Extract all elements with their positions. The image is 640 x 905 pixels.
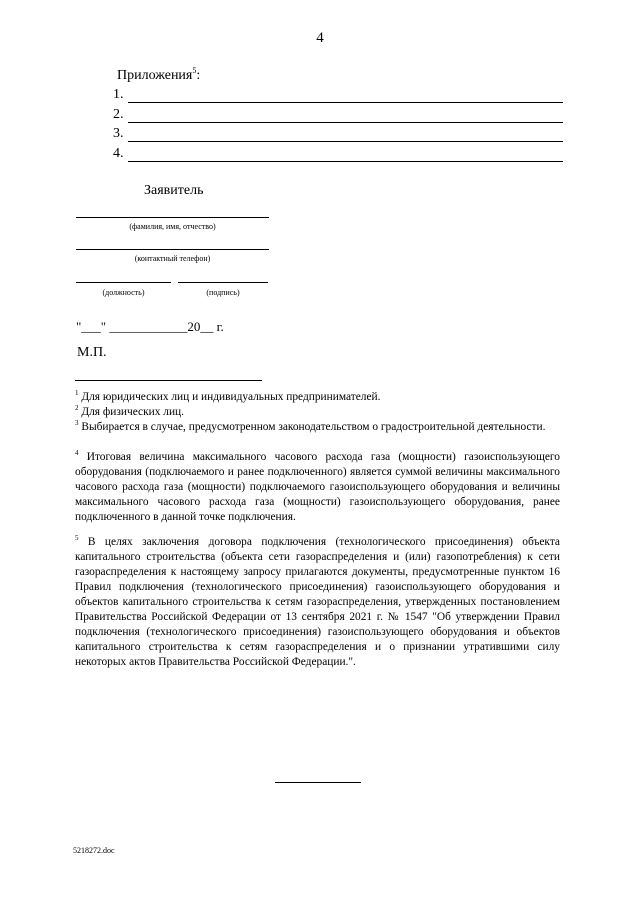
attachments-title-text: Приложения [117, 68, 193, 83]
attachment-number: 2. [113, 107, 124, 122]
attachment-number: 1. [113, 87, 124, 102]
footnote-number: 4 [75, 449, 79, 457]
attachments-title [117, 66, 200, 84]
document-filename: 5218272.doc [73, 846, 115, 855]
attachment-number: 3. [113, 126, 124, 141]
footnote-text: Для физических лиц. [78, 406, 184, 418]
attachments-footnote-ref: 5 [192, 66, 197, 75]
fio-blank-line [76, 217, 269, 218]
end-of-document-line [275, 782, 361, 783]
attachment-blank-line [128, 149, 563, 162]
footnote-text: В целях заключения договора подключения (технологического присоединения) объекта капитального строительства (объекта сети газораспределения и (или) газопотребления) к сети газораспределения к настоящему запросу прилагаются документы, предусмотренные пунктом 16 Правил подключения (технологического присоединения) газоиспользующего оборудования и объектов капитального строительства к сетям газораспределения, утвержденных постановлением Правительства Российской Федерации от 13 сентября 2021 г. № 1547 "Об утверждении Правил подключения (технологического присоединения) газоиспользующего оборудования и объектов капитального строительства к сетям газораспределения и о признании утратившими силу некоторых актов Правительства Российской Федерации.". [75, 536, 560, 668]
footnote-2 [75, 405, 560, 420]
applicant-title: Заявитель [144, 183, 204, 198]
footnote-1 [75, 390, 560, 405]
attachment-number: 4. [113, 146, 124, 161]
attachment-blank-line [128, 129, 563, 142]
signature-caption: (подпись) [206, 288, 240, 297]
attachment-row [113, 126, 563, 142]
footnote-number: 3 [75, 419, 79, 427]
attachment-row [113, 87, 563, 103]
attachment-row [113, 146, 563, 162]
footnote-text: Для юридических лиц и индивидуальных предпринимателей. [78, 391, 381, 403]
footnote-number: 2 [75, 404, 79, 412]
position-blank-line [76, 282, 171, 283]
footnote-5 [75, 535, 560, 670]
signature-blank-line [178, 282, 268, 283]
attachment-blank-line [128, 110, 563, 123]
attachment-blank-line [128, 90, 563, 103]
footnote-text: Выбирается в случае, предусмотренном законодательством о градостроительной деятельности. [78, 421, 546, 433]
date-line: "___" ____________20__ г. [76, 319, 224, 334]
position-caption: (должность) [102, 288, 145, 297]
footnote-number: 5 [75, 534, 79, 542]
attachments-title-colon: : [196, 68, 201, 83]
stamp-place: М.П. [77, 345, 107, 360]
footnote-4 [75, 450, 560, 525]
footnote-separator [75, 380, 262, 381]
phone-caption: (контактный телефон) [134, 254, 211, 263]
footnote-text: Итоговая величина максимального часового расхода газа (мощности) газоиспользующего оборудования (подключаемого и ранее подключенного) является суммой величины максимального часового расхода газа (мощности) подключаемого газоиспользующего оборудования и величины максимального часового расхода газа (мощности) газоиспользующего оборудования, ранее подключенного в данной точке подключения. [75, 451, 560, 523]
footnote-number: 1 [75, 389, 79, 397]
attachment-row [113, 107, 563, 123]
phone-blank-line [76, 249, 269, 250]
page-number: 4 [316, 30, 324, 46]
footnote-3 [75, 420, 560, 435]
fio-caption: (фамилия, имя, отчество) [129, 222, 216, 231]
